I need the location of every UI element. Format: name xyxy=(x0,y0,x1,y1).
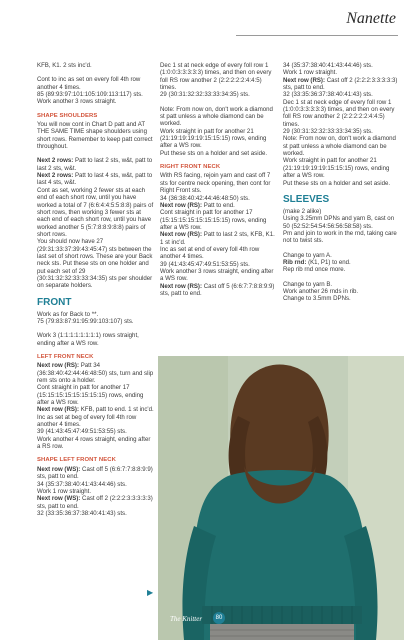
text: Cont to inc as set on every foll 4th row another 4 times. 85 (89:93:97:101:105:109:113:117) sts. Work another 3 rows straight. xyxy=(37,76,143,106)
page-number-badge: 80 xyxy=(213,612,225,624)
sweater-illustration xyxy=(158,356,404,640)
section-heading-shape-left-front-neck: SHAPE LEFT FRONT NECK xyxy=(37,457,117,464)
instruction: Next row (WS): Cast off 5 (6:6:7:7:8:8:9:9) sts, patt to end. 34 (35:37:38:40:41:43:44:46) sts. Work 1 row straight. Next row (WS): Cast off 2 (2:2:2:3:3:3:3:3) sts, patt to end. 32 (33:35:36:37:38:40:41:43) sts. xyxy=(37,465,153,517)
column-2 xyxy=(160,62,278,304)
section-heading-right-front-neck: RIGHT FRONT NECK xyxy=(160,164,221,171)
text: KFB, K1. 2 sts inc'd. xyxy=(37,62,92,69)
instruction: Next 2 rows: Patt to last 2 sts, w&t, patt to last 2 sts, w&t. Next 2 rows: Patt to last 4 sts, w&t, patt to last 4 sts, w&t. Cont as set, working 2 fewer sts at each end of each short row, until you have worked a total of 7 (6:6:4:4:5:5:8:8) pairs of short rows, then working 3 fewer sts at each end of each short row, until you have worked another 5 (5:7:8:8:9:8:8) pairs of short rows. You should now have 27 (29:31:33:37:39:43:45:47) sts between the last set of short rows. These are your Back neck sts. Put these sts on one holder and put each set of 29 (30:31:32:32:33:33:34:35) sts per shoulder on separate holders. xyxy=(37,157,154,290)
section-heading-left-front-neck: LEFT FRONT NECK xyxy=(37,354,94,360)
text: Note: From now on, don't work a diamond st patt unless a whole diamond can be worked. Work straight in patt for another 21 (21:19:19:19:19:15:15:15) rows, ending after a WS row. Put these sts on a holder and set aside. xyxy=(160,105,273,157)
model-photo xyxy=(158,356,404,640)
magazine-name: The Knitter xyxy=(170,615,203,623)
instruction: (make 2 alike) Using 3.25mm DPNs and yarn B, cast on 50 (52:52:54:54:56:56:58:58) sts. Pm and join to work in the rnd, taking care not to twist sts. xyxy=(283,207,397,245)
text: Work 3 (1:1:1:1:1:1:1:1) rows straight, ending after a WS row. xyxy=(37,332,139,347)
text: Dec 1 st at neck edge of every foll row 1 (1:0:0:3:3:3:3:3) times, and then on every foll RS row another 2 (2:2:2:2:2:4:4:5) times. 29 (30:31:32:32:33:33:34:35) sts. xyxy=(160,62,272,99)
instruction: Next row (RS): Patt 34 (36:38:40:42:44:46:48:50) sts, turn and slip rem sts onto a holder. Cont straight in patt for another 17 (15:15:15:15:15:15:15:15) rows, ending after a WS row. Next row (RS): KFB, patt to end. 1 st inc'd. Inc as set at beg of every foll 4th row another 4 times. 39 (41:43:45:47:49:51:53:55) sts. Work another 4 rows straight, ending after a RS row. xyxy=(37,362,154,451)
continue-arrow-icon: ▶ xyxy=(147,588,154,597)
section-heading-sleeves: SLEEVES xyxy=(283,193,330,205)
instruction: 34 (35:37:38:40:41:43:44:46) sts. Work 1 row straight. Next row (RS): Cast off 2 (2:2:2:3:3:3:3:3) sts, patt to end. 32 (33:35:36:37:38:40:41:43) sts. Dec 1 st at neck edge of every foll row 1 (1:0:0:3:3:3:3:3) times, and then on every foll RS row another 2 (2:2:2:2:2:4:4:5) times. 29 (30:31:32:32:33:33:34:35) sts. Note: From now on, don't work a diamond st patt unless a whole diamond can be worked. Work straight in patt for another 21 (21:19:19:19:19:15:15:15) rows, ending after a WS row. Put these sts on a holder and set aside. xyxy=(283,62,398,187)
section-heading-front: FRONT xyxy=(37,296,72,308)
column-1 xyxy=(37,62,155,524)
section-heading-shape-shoulders: SHAPE SHOULDERS xyxy=(37,112,98,119)
text: Work as for Back to **. 75 (79:83:87:91:95:99:103:107) sts. xyxy=(37,310,134,325)
pattern-title: Nanette xyxy=(346,10,396,27)
instruction: Change to yarn B. Work another 26 rnds in rib. Change to 3.5mm DPNs. xyxy=(283,280,359,303)
text: You will now cont in Chart D patt and AT THE SAME TIME shape shoulders using short rows. Remember to keep patt correct throughout. xyxy=(37,121,153,151)
title-rule xyxy=(236,35,398,36)
instruction: With RS facing, rejoin yarn and cast off 7 sts for centre neck opening, then cont for Right Front sts. 34 (36:38:40:42:44:46:48:50) sts. Next row (RS): Patt to end. Cont straight in patt for another 17 (15:15:15:15:15:15:15:15) rows, ending after a WS row. Next row (RS): Patt to last 2 sts, KFB, K1. 1 st inc'd. Inc as set at end of every foll 4th row another 4 times. 39 (41:43:45:47:49:51:53:55) sts. Work another 3 rows straight, ending after a WS row. Next row (RS): Cast off 5 (6:6:7:7:8:8:9:9) sts, patt to end. xyxy=(160,172,275,297)
instruction: Change to yarn A. Rib rnd: (K1, P1) to end. Rep rib rnd once more. xyxy=(283,251,351,274)
column-3 xyxy=(283,62,401,310)
